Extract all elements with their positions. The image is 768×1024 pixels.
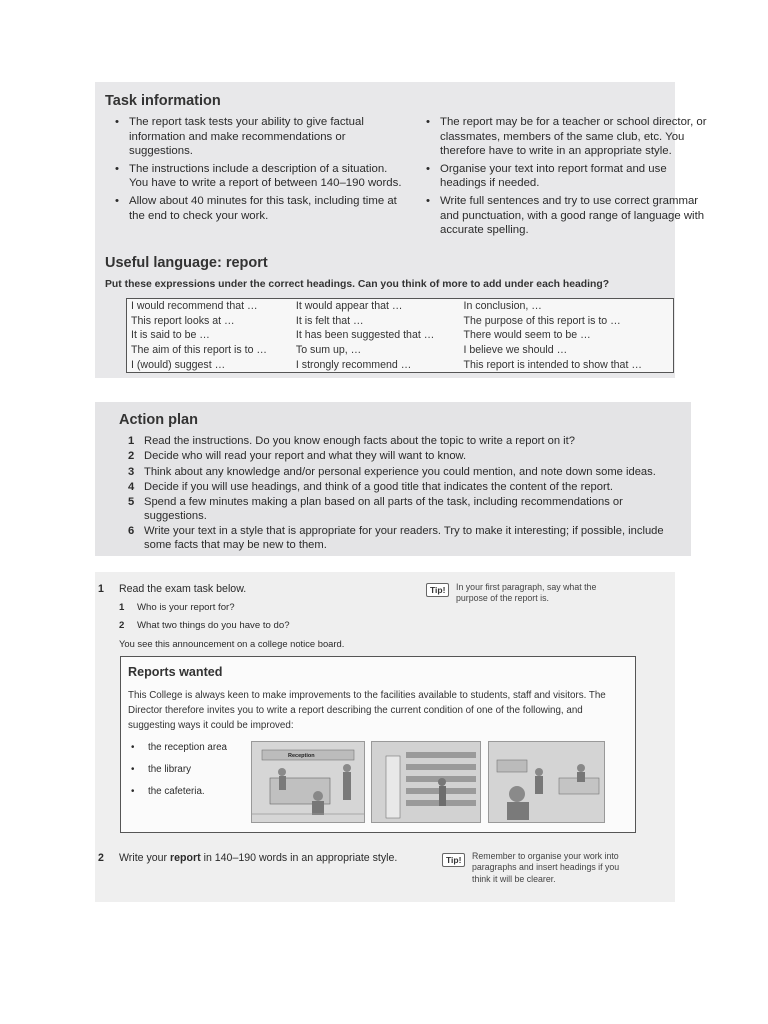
table-cell: This report is intended to show that … — [463, 358, 642, 371]
reports-wanted-heading: Reports wanted — [128, 665, 223, 679]
list-item: • Write full sentences and try to use correct grammar and punctuation, with a good range of language with accurate spelling. — [426, 194, 716, 238]
list-item: 4 Decide if you will use headings, and think of a good title that indicates the content of the report. — [128, 480, 613, 493]
list-item: • The instructions include a description of a situation. You have to write a report of between 140–190 words. — [115, 162, 405, 191]
list-item: • The report task tests your ability to give factual information and make recommendations or suggestions. — [115, 115, 405, 159]
exercise-1-number: 1 — [98, 583, 104, 595]
list-item: • Allow about 40 minutes for this task, including time at the end to check your work. — [115, 194, 405, 223]
list-item: 1 Read the instructions. Do you know enough facts about the topic to write a report on it? — [128, 435, 575, 447]
bullet-icon: • — [131, 742, 135, 753]
bullet-icon: • — [131, 764, 135, 775]
list-item: 3 Think about any knowledge and/or personal experience you could mention, and note down some ideas. — [128, 465, 656, 478]
task-information-heading: Task information — [105, 93, 221, 109]
exercise-2-number: 2 — [98, 852, 104, 864]
table-cell: There would seem to be … — [463, 329, 591, 342]
table-cell: It is said to be … — [131, 329, 210, 342]
list-item: 5 Spend a few minutes making a plan based on all parts of the task, including recommendations or suggestions. — [128, 496, 623, 522]
bullet-icon: • — [131, 786, 135, 797]
reports-wanted-body: This College is always keen to make improvements to the facilities available to students, staff and visitors. The Director therefore invites you to write a report describing the current condition of one of the following, and suggesting ways it could be improved: — [128, 690, 606, 731]
table-row — [127, 328, 674, 343]
question-1: Who is your report for? — [137, 602, 235, 613]
task-information-right-list — [426, 115, 716, 241]
exercise-1-title: Read the exam task below. — [119, 583, 247, 595]
table-row — [127, 314, 674, 329]
table-cell: The aim of this report is to … — [131, 344, 268, 357]
list-item: • Organise your text into report format and use headings if needed. — [426, 162, 716, 191]
table-cell: It has been suggested that … — [295, 329, 435, 342]
tip-badge: Tip! — [426, 583, 449, 597]
table-cell: To sum up, … — [295, 344, 362, 357]
table-cell: In conclusion, … — [463, 300, 542, 313]
exercise-2-instruction: Write your report in 140–190 words in an appropriate style. — [119, 852, 398, 864]
cafeteria-illustration — [488, 741, 605, 823]
table-cell: I believe we should … — [463, 344, 568, 357]
useful-language-heading: Useful language: report — [105, 255, 268, 271]
list-item: 6 Write your text in a style that is appropriate for your readers. Try to make it interesting; if possible, include some facts that may be new to them. — [128, 525, 664, 552]
question-2: What two things do you have to do? — [137, 620, 290, 631]
facility-item-cafeteria: the cafeteria. — [148, 786, 205, 797]
table-cell: It is felt that … — [295, 314, 364, 327]
table-row — [127, 343, 674, 358]
library-drawing — [372, 742, 480, 822]
facility-item-reception: the reception area — [148, 742, 227, 753]
question-1-number: 1 — [119, 602, 125, 613]
table-cell: It would appear that … — [295, 300, 403, 313]
table-cell: The purpose of this report is to … — [463, 314, 621, 327]
table-row — [127, 357, 674, 372]
library-illustration — [371, 741, 481, 823]
list-item: 2 Decide who will read your report and what they will want to know. — [128, 450, 467, 463]
useful-language-instruction: Put these expressions under the correct headings. Can you think of more to add under each heading? — [105, 279, 610, 290]
table-row — [127, 299, 674, 314]
table-cell: I (would) suggest … — [131, 358, 226, 371]
tip-text: Remember to organise your work into paragraphs and insert headings if you think it will be clearer. — [472, 851, 620, 884]
question-2-number: 2 — [119, 620, 125, 631]
expressions-table — [126, 298, 674, 373]
table-cell: I strongly recommend … — [295, 358, 412, 371]
list-item: • The report may be for a teacher or school director, or classmates, members of the same club, etc. You therefore have to write in an appropriate style. — [426, 115, 716, 159]
announcement-note: You see this announcement on a college notice board. — [119, 638, 345, 649]
action-plan-steps — [128, 435, 684, 554]
reception-sign: Reception — [288, 753, 315, 759]
action-plan-heading: Action plan — [119, 412, 198, 428]
tip-badge: Tip! — [442, 853, 465, 867]
tip-text: In your first paragraph, say what the purpose of the report is. — [456, 582, 597, 604]
task-information-left-list — [115, 115, 405, 226]
table-cell: This report looks at … — [131, 314, 235, 327]
reception-illustration — [251, 741, 365, 823]
cafeteria-drawing — [489, 742, 604, 822]
facility-item-library: the library — [148, 764, 192, 775]
table-cell: I would recommend that … — [131, 300, 258, 313]
